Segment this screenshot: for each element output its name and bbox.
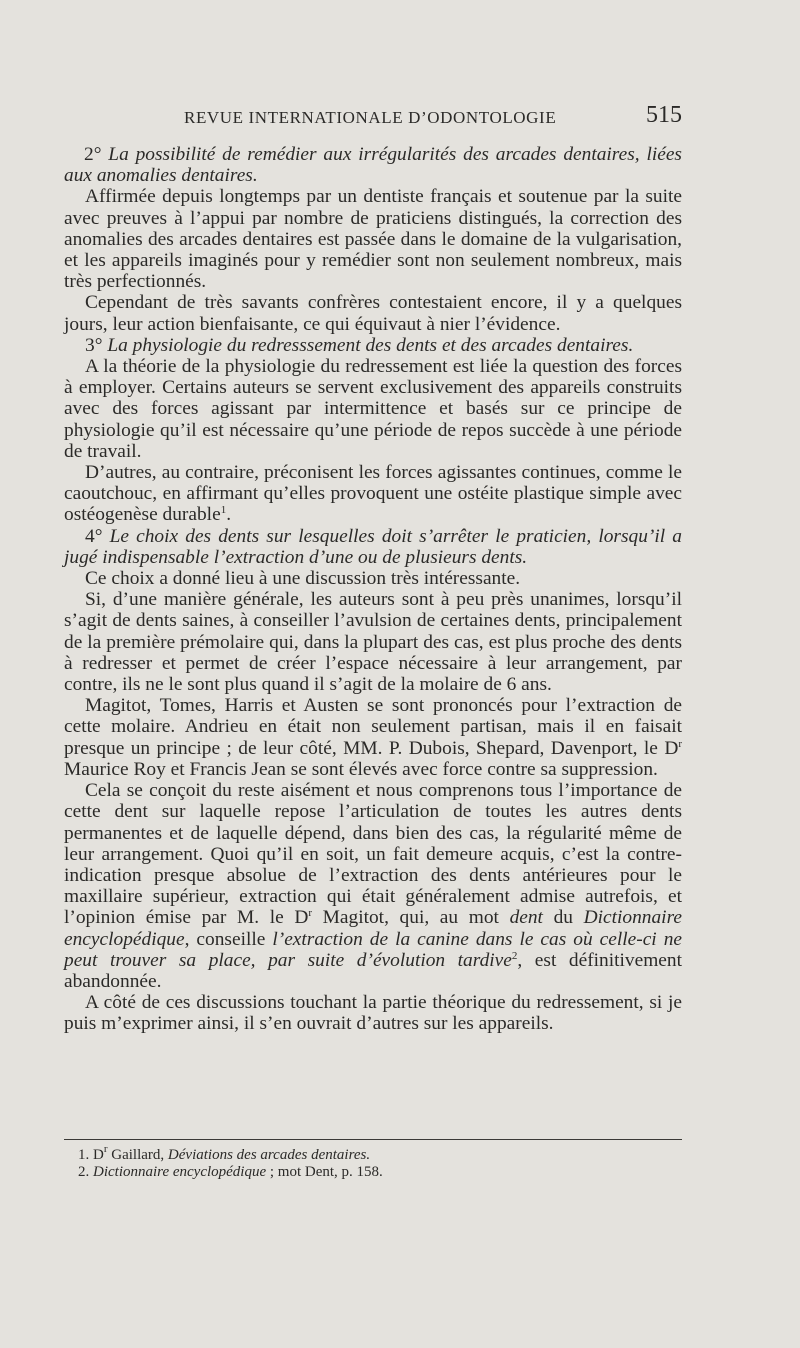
footnote-title: Dictionnaire encyclopédique (93, 1164, 267, 1180)
footnote-number: 1. (78, 1147, 90, 1163)
footnote-title: Déviations des arcades dentaires. (167, 1147, 371, 1163)
paragraph (64, 780, 682, 992)
paragraph: Affirmée depuis longtemps par un dentiste français et soutenue par la suite avec preuves à l’appui par nombre de praticiens distingués, la correction des anomalies des arcades dentaires est passée dans le domaine de la vulgarisation, et les appareils imaginés pour y remédier sont non seulement nombreux, mais très perfectionnés. (64, 186, 682, 293)
section-heading-2 (64, 144, 682, 186)
footnote-text: ; mot Dent, p. 158. (266, 1164, 383, 1180)
footnote-number: 2. (78, 1164, 90, 1180)
footnote-ref: 2 (511, 949, 518, 962)
paragraph: A la théorie de la physiologie du redressement est liée la question des forces à employer. Certains auteurs se servent exclusivement des appareils construits avec des forces agissant par intermittence et basés sur ce principe de physiologie qu’il est nécessaire qu’une période de repos succède à une période de travail. (64, 356, 682, 462)
body-text (64, 144, 682, 1035)
paragraph-text: Magitot, Tomes, Harris et Austen se sont prononcés pour l’extraction de cette molaire. Andrieu en était non seulement partisan, mais il en faisait presque un principe ; de leur côté, MM. P. Dubois, Shepard, Davenport, le D (64, 695, 682, 759)
superscript-dr: r (308, 907, 313, 920)
section-heading-4 (64, 526, 682, 568)
paragraph: A côté de ces discussions touchant la partie théorique du redressement, si je puis m’exprimer ainsi, il s’en ouvrait d’autres sur les appareils. (64, 992, 682, 1035)
section-title: Le choix des dents sur lesquelles doit s’arrêter le praticien, lorsqu’il a jugé indispensable l’extraction d’une ou de plusieurs dents. (64, 525, 682, 568)
section-number: 4° (85, 525, 103, 547)
paragraph (64, 695, 682, 780)
footnote-divider (64, 1139, 682, 1140)
italic-title: Dictionnaire encyclopédique (64, 907, 682, 950)
paragraph-text: Maurice Roy et Francis Jean se sont élevés avec force contre sa suppression. (64, 758, 658, 780)
footnote-1 (64, 1143, 682, 1164)
footnotes (64, 1143, 682, 1181)
section-heading-3 (64, 335, 682, 356)
section-number: 3° (85, 334, 103, 356)
footnote-ref: 1 (220, 504, 227, 517)
paragraph: Cependant de très savants confrères contestaient encore, il y a quelques jours, leur action bienfaisante, ce qui équivaut à nier l’évidence. (64, 292, 682, 335)
paragraph-text: , est définitivement abandonnée. (64, 949, 682, 992)
footnote-text: D (93, 1147, 104, 1163)
section-title: La possibilité de remédier aux irrégularités des arcades dentaires, liées aux anomalies dentaires. (64, 144, 682, 187)
superscript-dr: r (103, 1143, 108, 1155)
paragraph-text: D’autres, au contraire, préconisent les forces agissantes continues, comme le caoutchouc, en affirmant qu’elles provoquent une ostéite plastique simple avec ostéogenèse durable (64, 462, 682, 526)
italic-word: dent (509, 907, 543, 929)
paragraph: Si, d’une manière générale, les auteurs sont à peu près unanimes, lorsqu’il s’agit de dents saines, à conseiller l’avulsion de certaines dents, principalement de la première prémolaire qui, dans la plupart des cas, est plus proche des dents à redresser et permet de créer l’espace nécessaire à leur arrangement, par contre, ils ne le sont plus quand il s’agit de la molaire de 6 ans. (64, 589, 682, 696)
section-number: 2° (84, 144, 102, 165)
paragraph-text: du (542, 907, 584, 929)
footnote-author: Gaillard, (107, 1147, 168, 1163)
paragraph: Ce choix a donné lieu à une discussion très intéressante. (85, 568, 521, 590)
paragraph-text: , conseille (184, 928, 273, 950)
paragraph-text: Magitot, qui, au mot (312, 907, 510, 929)
footnote-2 (64, 1164, 682, 1181)
superscript-dr: r (678, 737, 682, 750)
italic-quote: l’extraction de la canine dans le cas où celle-ci ne peut trouver sa place, par suite d’évolution tardive (64, 928, 682, 971)
section-title: La physiologie du redresssement des dents et des arcades dentaires. (107, 334, 634, 356)
paragraph-text: Cela se conçoit du reste aisément et nous comprenons tous l’importance de cette dent sur laquelle repose l’articulation de toutes les autres dents permanentes et de laquelle dépend, dans bien des cas, la régularité même de leur arrangement. Quoi qu’il en soit, un fait demeure acquis, c’est la contre-indication presque absolue de l’extraction des dents antérieures pour le maxillaire supérieur, extraction qui était généralement admise autrefois, et l’opinion émise par M. le D (64, 780, 682, 929)
running-head: REVUE INTERNATIONALE D’ODONTOLOGIE (184, 108, 557, 127)
page-number: 515 (646, 102, 682, 128)
page-header (64, 102, 682, 134)
paragraph: D’autres, au contraire, préconisent les forces agissantes continues, comme le caoutchouc, en affirmant qu’elles provoquent une ostéite plastique simple avec ostéogenèse durable$^1$. (64, 462, 682, 526)
